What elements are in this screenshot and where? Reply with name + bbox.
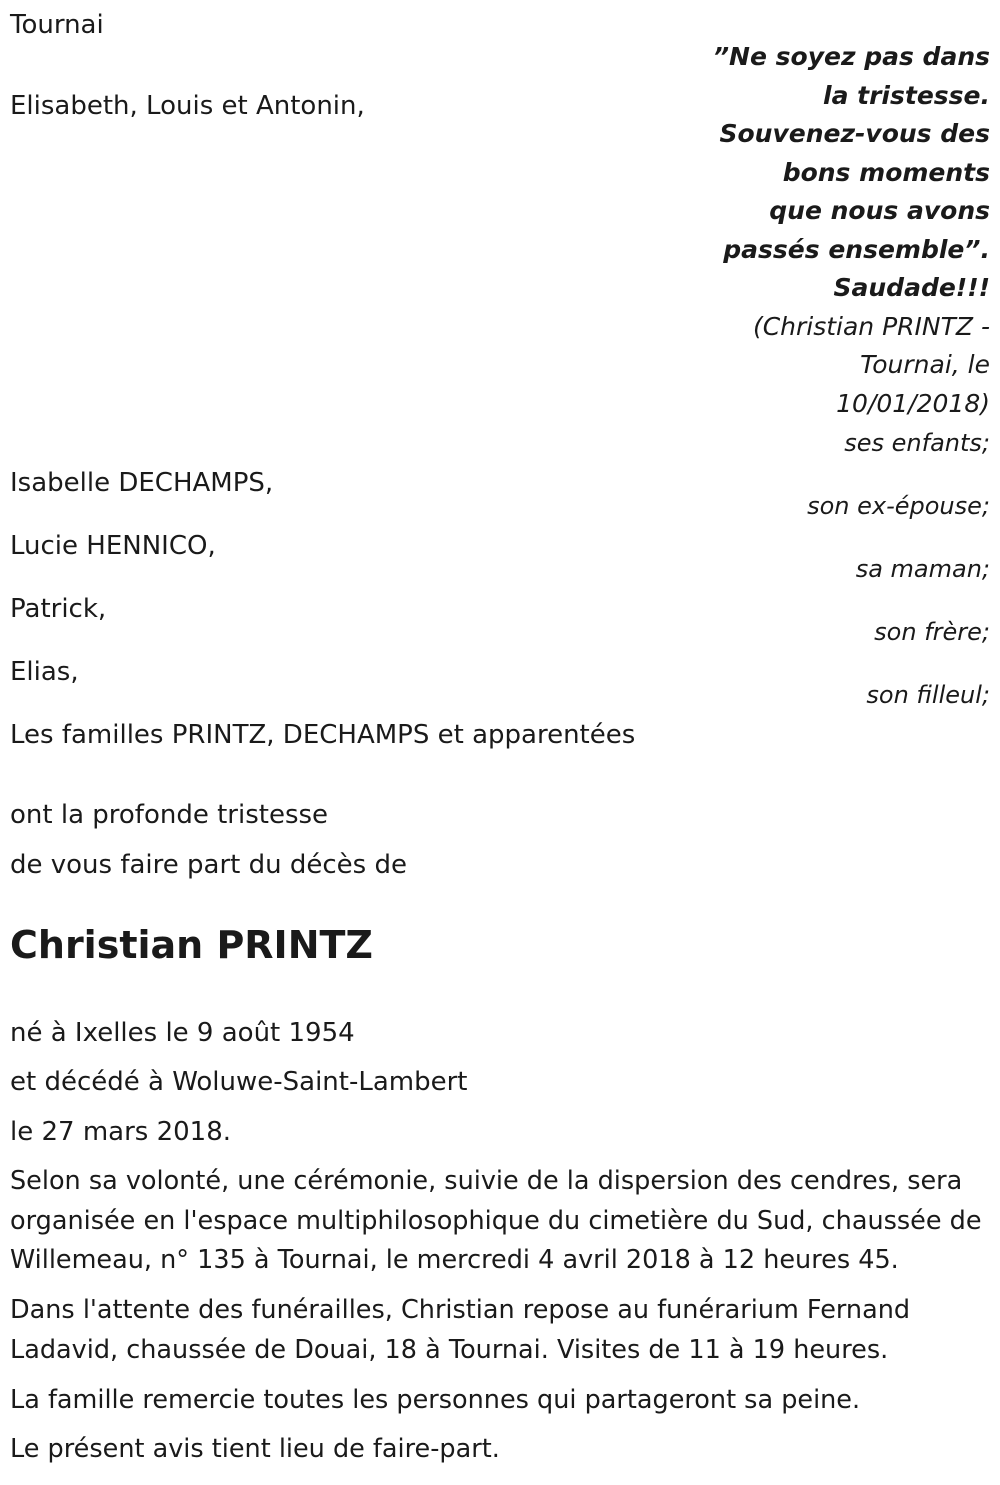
announce-line: de vous faire part du décès de (10, 850, 407, 880)
quote-block (713, 38, 990, 423)
quote-line: passés ensemble”. (723, 234, 990, 264)
family-name: Isabelle DECHAMPS, (10, 468, 274, 498)
city-heading: Tournai (10, 10, 104, 40)
ceremony-paragraph: Selon sa volonté, une cérémonie, suivie de la dispersion des cendres, sera organisée en l'espace multiphilosophique du cimetière du Sud, chaussée de Willemeau, n° 135 à Tournai, le mercredi 4 avril 2018 à 12 heures 45. (10, 1166, 982, 1275)
families-line: Les familles PRINTZ, DECHAMPS et apparentées (10, 720, 636, 750)
notice-paragraph: Le présent avis tient lieu de faire-part. (10, 1434, 500, 1464)
family-name: Patrick, (10, 594, 107, 624)
quote-line: Saudade!!! (833, 273, 990, 302)
thanks-paragraph: La famille remercie toutes les personnes qui partageront sa peine. (10, 1385, 861, 1415)
family-relation: sa maman; (855, 555, 990, 583)
quote-source-line: (Christian PRINTZ - (752, 311, 990, 341)
quote-line: que nous avons (769, 196, 990, 225)
quote-line: la tristesse. (823, 80, 990, 110)
family-name: Lucie HENNICO, (10, 531, 216, 561)
announce-line: ont la profonde tristesse (10, 800, 329, 830)
family-relation: son filleul; (866, 681, 990, 709)
family-relation: son frère; (874, 618, 990, 646)
family-name: Elias, (10, 657, 79, 687)
family-relation: son ex-épouse; (807, 492, 990, 520)
quote-line: Souvenez-vous des (719, 119, 990, 148)
death-place-line: et décédé à Woluwe-Saint-Lambert (10, 1067, 468, 1097)
children-names: Elisabeth, Louis et Antonin, (10, 91, 365, 121)
children-relation: ses enfants; (844, 429, 990, 457)
death-date-line: le 27 mars 2018. (10, 1117, 232, 1147)
quote-line: bons moments (782, 157, 990, 187)
quote-line: ”Ne soyez pas dans (712, 42, 990, 71)
birth-line: né à Ixelles le 9 août 1954 (10, 1018, 355, 1048)
deceased-name: Christian PRINTZ (10, 923, 373, 967)
visitation-paragraph: Dans l'attente des funérailles, Christian repose au funérarium Fernand Ladavid, chaussée de Douai, 18 à Tournai. Visites de 11 à 19 heures. (10, 1295, 911, 1365)
quote-source-line: Tournai, le (860, 350, 990, 379)
quote-source-line: 10/01/2018) (836, 388, 990, 418)
